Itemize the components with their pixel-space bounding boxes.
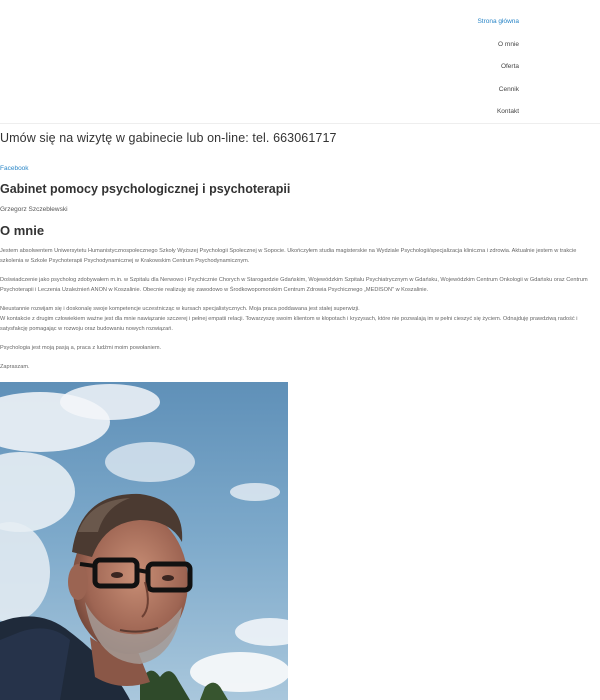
facebook-link[interactable]: Facebook (0, 165, 29, 172)
nav-item-home[interactable]: Strona główna (477, 18, 519, 25)
nav-item-contact[interactable]: Kontakt (496, 108, 519, 115)
bio-paragraph-education: Jestem absolwentem Uniwersytetu Humanistycznospołecznego Szkoły Wyższej Psychologii Społecznej w Sopocie. Ukończyłem studia magisterskie na Wydziale Psychologii/specjalizacja kliniczna i zdrowia. Aktualnie jestem w trakcie szkolenia w Szkole Psychoterapii Psychodynamicznej w Krakowskim Centrum Psychodynamicznym. (0, 248, 577, 264)
bio-paragraph-approach (0, 304, 588, 334)
bio-paragraph-invitation: Zapraszam. (0, 364, 30, 370)
bio-text (0, 246, 588, 381)
appointment-headline: Umów się na wizytę w gabinecie lub on-line: tel. 663061717 (0, 131, 337, 145)
author-name: Grzegorz Szczeblewski (0, 206, 68, 213)
bio-paragraph-passion: Psychologia jest moją pasją a, praca z ludźmi moim powołaniem. (0, 345, 162, 351)
nav-item-pricing[interactable]: Cennik (498, 86, 519, 93)
bio-paragraph-development: Nieustannie rozwijam się i doskonalę swoje kompetencje uczestnicząc w kursach specjalistycznych. Moja praca poddawana jest stałej superwizji. (0, 306, 360, 312)
nav-item-offer[interactable]: Oferta (500, 63, 519, 70)
section-title-about: O mnie (0, 223, 45, 238)
bio-paragraph-relation: W kontakcie z drugim człowiekiem ważne jest dla mnie nawiązanie szczerej i pełnej empatii relacji. Towarzyszę swoim klientom w kłopotach i kryzysach, które nie pozwalają im w pełni cieszyć się życiem. Odnajduję prawdziwą radość i satysfakcję pomagając w rozwoju oraz budowaniu nowych rozwiązań. (0, 316, 578, 332)
bio-paragraph-experience: Doświadczenie jako psycholog zdobywałem m.in. w Szpitalu dla Nerwowo i Psychicznie Chorych w Starogardzie Gdańskim, Wojewódzkim Szpitalu Psychiatrycznym w Gdańsku, Wojewódzkim Centrum Onkologii w Gdańsku oraz Centrum Psychoterapii i Leczenia Uzależnień ANON w Koszalinie. Obecnie realizuję się zawodowo w Środkowopomorskim Centrum Zdrowia Psychicznego „MEDISON" w Koszalinie. (0, 277, 588, 293)
main-navigation (0, 0, 600, 124)
page-title: Gabinet pomocy psychologicznej i psychoterapii (0, 182, 291, 196)
profile-photo (0, 382, 288, 700)
nav-item-about[interactable]: O mnie (498, 41, 519, 48)
